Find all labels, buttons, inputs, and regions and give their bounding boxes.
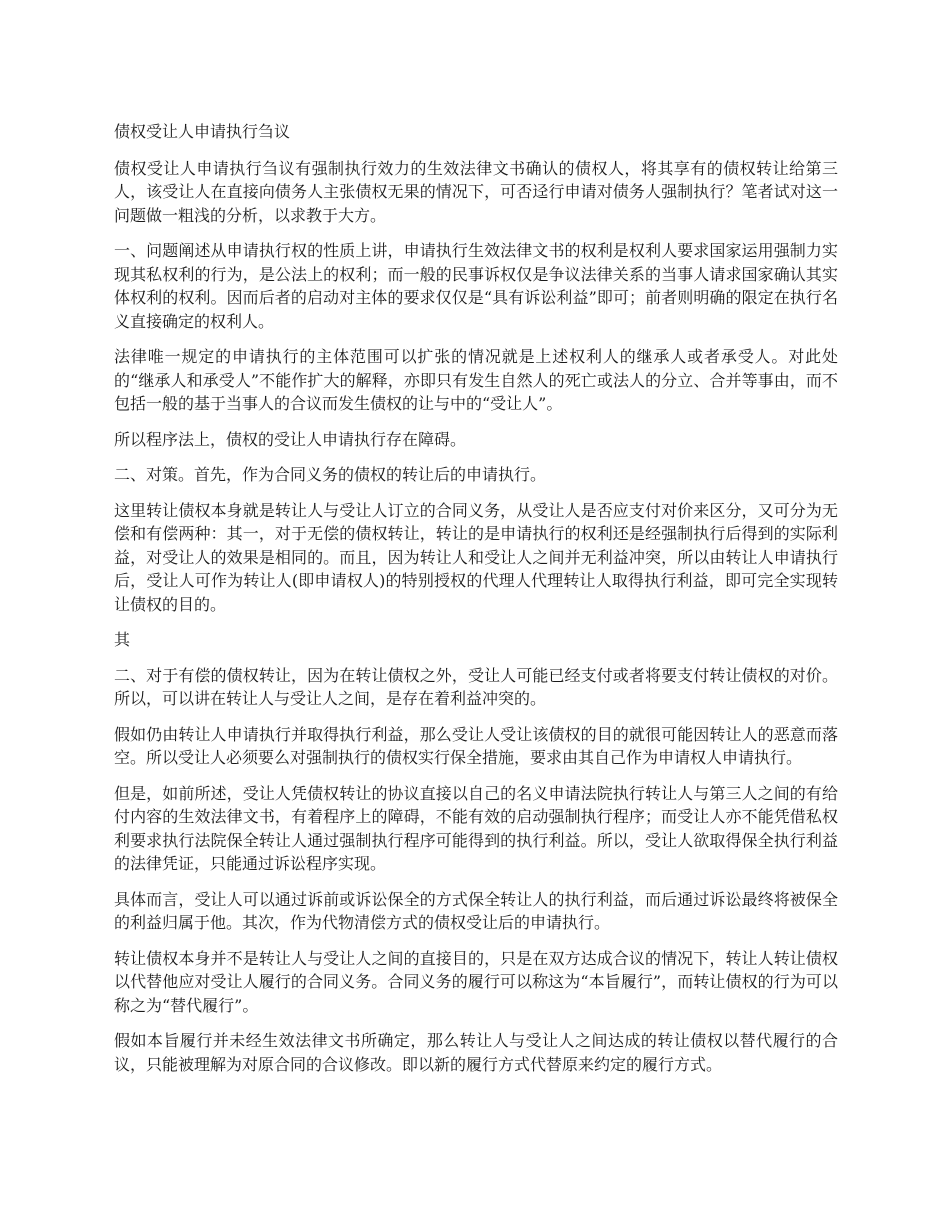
- paragraph-5: 二、对策。首先，作为合同义务的债权的转让后的申请执行。: [114, 465, 547, 484]
- paragraph-1: 债权受让人申请执行刍议有强制执行效力的生效法律文书确认的债权人，将其享有的债权转让给第三人，该受让人在直接向债务人主张债权无果的情况下，可否迳行申请对债务人强制执行？笔者试对这一问题做一粗浅的分析，以求教于大方。: [114, 158, 838, 225]
- paragraph-6: 这里转让债权本身就是转让人与受让人订立的合同义务，从受让人是否应支付对价来区分，又可分为无偿和有偿两种：其一，对于无偿的债权转让，转让的是申请执行的权利还是经强制执行后得到的实际利益，对受让人的效果是相同的。而且，因为转让人和受让人之间并无利益冲突，所以由转让人申请执行后，受让人可作为转让人(即申请权人)的特别授权的代理人代理转让人取得执行利益，即可完全实现转让债权的目的。: [114, 500, 838, 614]
- paragraph-13: 假如本旨履行并未经生效法律文书所确定，那么转让人与受让人之间达成的转让债权以替代履行的合议，只能被理解为对原合同的合议修改。即以新的履行方式代替原来约定的履行方式。: [114, 1031, 838, 1074]
- document-page: [114, 120, 838, 1088]
- paragraph-4: 所以程序法上，债权的受让人申请执行存在障碍。: [114, 429, 467, 449]
- paragraph-11: 具体而言，受让人可以通过诉前或诉讼保全的方式保全转让人的执行利益，而后通过诉讼最终将被保全的利益归属于他。其次，作为代物清偿方式的债权受让后的申请执行。: [114, 889, 838, 932]
- paragraph-3: 法律唯一规定的申请执行的主体范围可以扩张的情况就是上述权利人的继承人或者承受人。对此处的“继承人和承受人”不能作扩大的解释，亦即只有发生自然人的死亡或法人的分立、合并等事由，而不包括一般的基于当事人的合议而发生债权的让与中的“受让人”。: [114, 347, 838, 413]
- paragraph-10: 但是，如前所述，受让人凭债权转让的协议直接以自己的名义申请法院执行转让人与第三人之间的有给付内容的生效法律文书，有着程序上的障碍，不能有效的启动强制执行程序；而受让人亦不能凭借私权利要求执行法院保全转让人通过强制执行程序可能得到的执行利益。所以，受让人欲取得保全执行利益的法律凭证，只能通过诉讼程序实现。: [114, 783, 838, 873]
- paragraph-12: 转让债权本身并不是转让人与受让人之间的直接目的，只是在双方达成合议的情况下，转让人转让债权以代替他应对受让人履行的合同义务。合同义务的履行可以称这为“本旨履行”，而转让债权的行为可以称之为“替代履行”。: [114, 948, 838, 1015]
- paragraph-7: 其: [114, 630, 131, 649]
- paragraph-2: 一、问题阐述从申请执行权的性质上讲，申请执行生效法律文书的权利是权利人要求国家运用强制力实现其私权利的行为，是公法上的权利；而一般的民事诉权仅是争议法律关系的当事人请求国家确认其实体权利的权利。因而后者的启动对主体的要求仅仅是“具有诉讼利益”即可；前者则明确的限定在执行名义直接确定的权利人。: [114, 241, 838, 331]
- paragraph-9: 假如仍由转让人申请执行并取得执行利益，那么受让人受让该债权的目的就很可能因转让人的恶意而落空。所以受让人必须要么对强制执行的债权实行保全措施，要求由其自己作为申请权人申请执行。: [114, 724, 838, 767]
- paragraph-8: 二、对于有偿的债权转让，因为在转让债权之外，受让人可能已经支付或者将要支付转让债权的对价。所以，可以讲在转让人与受让人之间，是存在着利益冲突的。: [114, 665, 838, 708]
- document-title: 债权受让人申请执行刍议: [114, 122, 291, 141]
